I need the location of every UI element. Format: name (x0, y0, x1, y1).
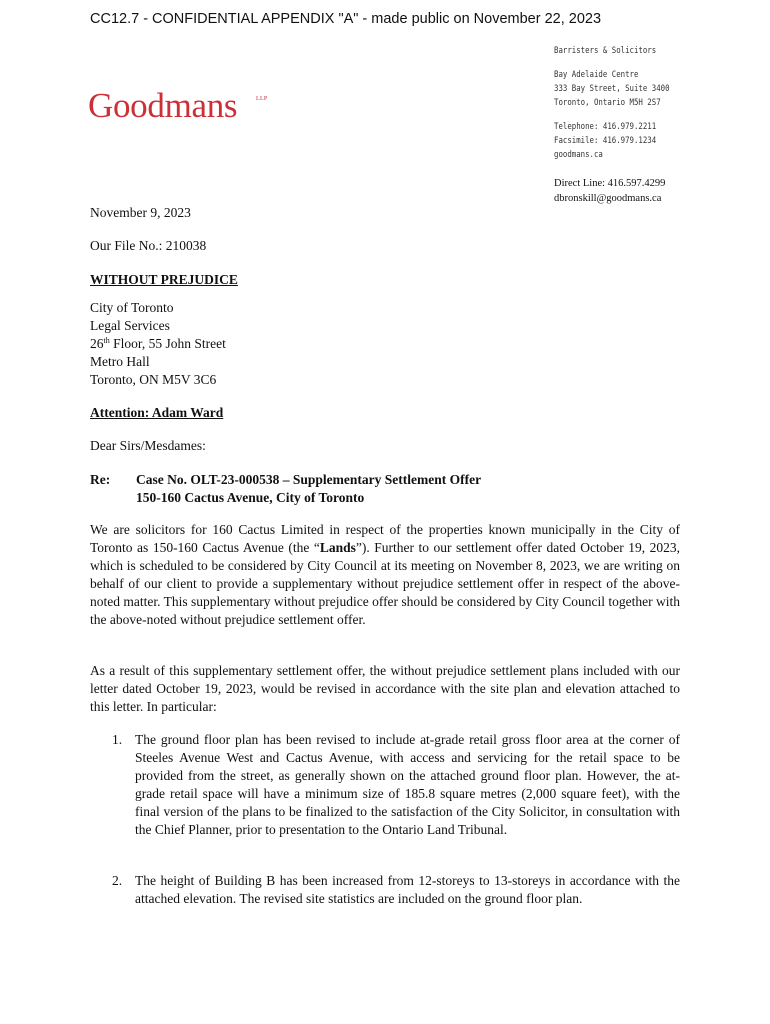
para1-text-cont: ”). Further to our settlement offer dated October 19, 2023, which is scheduled to be considered by City Council at its meeting on November 8, 2023, we are writing on behalf of our client to provide a supplementary without prejudice settlement offer in respect of the above-noted matter. This supplementary without prejudice offer should be considered by City Council together with the above-noted without prejudice settlement offer. (90, 540, 681, 627)
salutation: Dear Sirs/Mesdames: (90, 438, 206, 453)
telephone: Telephone: 416.979.2211 (554, 122, 657, 132)
email: dbronskill@goodmans.ca (554, 193, 662, 204)
list-item (90, 872, 680, 908)
recipient-address (90, 299, 680, 389)
firm-type: Barristers & Solicitors (554, 46, 657, 56)
recipient-line: Legal Services (90, 318, 170, 333)
letter-date: November 9, 2023 (90, 205, 191, 220)
address-line: Bay Adelaide Centre (554, 70, 639, 80)
firm-address-block (554, 44, 670, 162)
floor-street: Floor, 55 John Street (109, 336, 226, 351)
recipient-line: Metro Hall (90, 354, 150, 369)
goodmans-logo: Goodmans (88, 86, 238, 125)
list-item-text: The ground floor plan has been revised to include at-grade retail gross floor area at the corner of Steeles Avenue West and Cactus Avenue, with access and servicing for the retail space to be provided from the street, as generally shown on the attached ground floor plan. However, the at-grade retail space will have a minimum size of 185.8 square metres (2,000 square feet), with the final version of the plans to be finalized to the satisfaction of the City Solicitor, in consultation with the Chief Planner, prior to presentation to the Ontario Land Tribunal. (135, 732, 680, 837)
re-label: Re: (90, 472, 111, 487)
floor-number: 26 (90, 336, 104, 351)
recipient-line: Toronto, ON M5V 3C6 (90, 372, 217, 387)
re-line: Case No. OLT-23-000538 – Supplementary Settlement Offer (136, 472, 482, 487)
lands-term: Lands (319, 540, 356, 555)
paragraph-1 (90, 521, 680, 629)
address-line: 333 Bay Street, Suite 3400 (554, 84, 670, 94)
attention-line: Attention: Adam Ward (90, 405, 224, 420)
file-number: Our File No.: 210038 (90, 238, 207, 253)
direct-line: Direct Line: 416.597.4299 (554, 178, 666, 189)
confidential-banner: CC12.7 - CONFIDENTIAL APPENDIX "A" - made public on November 22, 2023 (90, 11, 602, 27)
list-number: 2. (112, 873, 123, 888)
re-line: 150-160 Cactus Avenue, City of Toronto (136, 490, 365, 505)
recipient-line: City of Toronto (90, 300, 174, 315)
list-number: 1. (112, 732, 123, 747)
re-subject (136, 471, 481, 507)
address-line: Toronto, Ontario M5H 2S7 (554, 98, 661, 108)
without-prejudice-heading: WITHOUT PREJUDICE (90, 272, 238, 287)
list-item (90, 731, 680, 839)
floor-suffix: th (103, 336, 110, 345)
recipient-floor (90, 335, 680, 353)
list-item-text: The height of Building B has been increased from 12-storeys to 13-storeys in accordance with the attached elevation. The revised site statistics are included on the ground floor plan. (135, 873, 680, 906)
direct-contact (554, 176, 665, 206)
website: goodmans.ca (554, 150, 603, 160)
facsimile: Facsimile: 416.979.1234 (554, 136, 657, 146)
re-block (90, 471, 680, 507)
logo-llp-mark: LLP (256, 96, 268, 102)
para1-text: We are solicitors for 160 Cactus Limited in respect of the properties known municipally in the City of Toronto as 150-160 Cactus Avenue (the “ (90, 522, 680, 555)
paragraph-2: As a result of this supplementary settlement offer, the without prejudice settlement plans included with our letter dated October 19, 2023, would be revised in accordance with the site plan and elevation attached to this letter. In particular: (90, 663, 680, 714)
